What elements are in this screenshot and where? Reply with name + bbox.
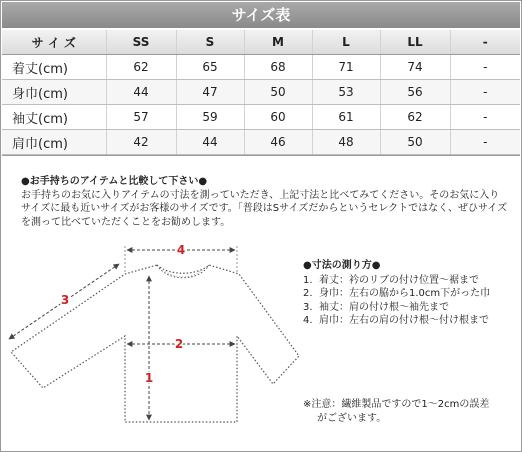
- caution-note: [303, 398, 489, 425]
- row-label: 着丈(cm): [2, 55, 106, 80]
- note-heading: ●お手持ちのアイテムと比較して下さい●: [21, 176, 208, 187]
- table-cell: 68: [244, 55, 312, 80]
- header-size: サ イ ズ: [2, 30, 106, 55]
- table-row: [2, 130, 520, 155]
- item-text: 身巾：左右の脇から1.0cm下がった巾: [319, 288, 491, 299]
- header-ll: LL: [380, 30, 450, 55]
- caution-line: がございます。: [317, 412, 387, 424]
- item-text: 着丈：衿のリブの付け位置～裾まで: [319, 274, 479, 286]
- table-cell: -: [450, 55, 520, 80]
- table-cell: 47: [176, 80, 244, 105]
- guide-heading: ●寸法の測り方●: [303, 260, 381, 271]
- row-label: 肩巾(cm): [2, 130, 106, 155]
- row-label: 袖丈(cm): [2, 105, 106, 130]
- header-m: M: [244, 30, 312, 55]
- table-cell: -: [450, 130, 520, 155]
- list-item: [303, 287, 490, 301]
- header-s: S: [176, 30, 244, 55]
- table-cell: 74: [380, 55, 450, 80]
- list-item: [303, 274, 490, 288]
- table-cell: 50: [244, 80, 312, 105]
- table-cell: 56: [380, 80, 450, 105]
- table-cell: 48: [312, 130, 380, 155]
- measurement-guide: [303, 259, 490, 328]
- section-divider: [2, 155, 520, 156]
- table-row: [2, 80, 520, 105]
- header-l: L: [312, 30, 380, 55]
- item-number: 4.: [303, 315, 313, 326]
- table-cell: 53: [312, 80, 380, 105]
- list-item: [303, 314, 490, 328]
- table-cell: -: [450, 80, 520, 105]
- item-text: 肩巾：左右の肩の付け根～付け根まで: [319, 315, 489, 326]
- diagram-label-2: 2: [174, 337, 184, 351]
- table-cell: 71: [312, 55, 380, 80]
- diagram-label-1: 1: [144, 371, 154, 385]
- table-cell: 62: [106, 55, 176, 80]
- note-line: を測って比べていただくことをお勧めします。: [21, 216, 231, 228]
- item-text: 袖丈：肩の付け根～袖先まで: [319, 301, 449, 313]
- list-item: [303, 301, 490, 315]
- size-table: [2, 30, 520, 155]
- table-cell: 59: [176, 105, 244, 130]
- garment-diagram: [1, 236, 301, 441]
- header-ss: SS: [106, 30, 176, 55]
- item-number: 2.: [303, 288, 313, 299]
- table-cell: 50: [380, 130, 450, 155]
- size-chart-title: サイズ表: [2, 2, 520, 28]
- note-line: お手持ちのお気に入りアイテムの寸法を測っていただき、上記寸法と比べてみてください。そのお気に入り: [21, 189, 500, 201]
- table-cell: -: [450, 105, 520, 130]
- table-row: [2, 55, 520, 80]
- diagram-label-4: 4: [176, 243, 186, 257]
- table-cell: 46: [244, 130, 312, 155]
- item-number: 3.: [303, 301, 313, 313]
- table-cell: 42: [106, 130, 176, 155]
- row-label: 身巾(cm): [2, 80, 106, 105]
- table-cell: 61: [312, 105, 380, 130]
- size-table-header: [2, 30, 520, 55]
- table-cell: 57: [106, 105, 176, 130]
- table-cell: 65: [176, 55, 244, 80]
- table-cell: 62: [380, 105, 450, 130]
- diagram-label-3: 3: [60, 293, 70, 307]
- header-dash: -: [450, 30, 520, 55]
- caution-line: ※注意：繊維製品ですので1～2cmの誤差: [303, 399, 490, 410]
- item-number: 1.: [303, 274, 313, 286]
- table-cell: 44: [106, 80, 176, 105]
- table-row: [2, 105, 520, 130]
- note-line: サイズに最も近いサイズがお客様のサイズです。「普段はSサイズだからというセレクトではなく、ぜひサイズ: [21, 203, 508, 214]
- table-cell: 44: [176, 130, 244, 155]
- table-cell: 60: [244, 105, 312, 130]
- comparison-note: [21, 175, 513, 229]
